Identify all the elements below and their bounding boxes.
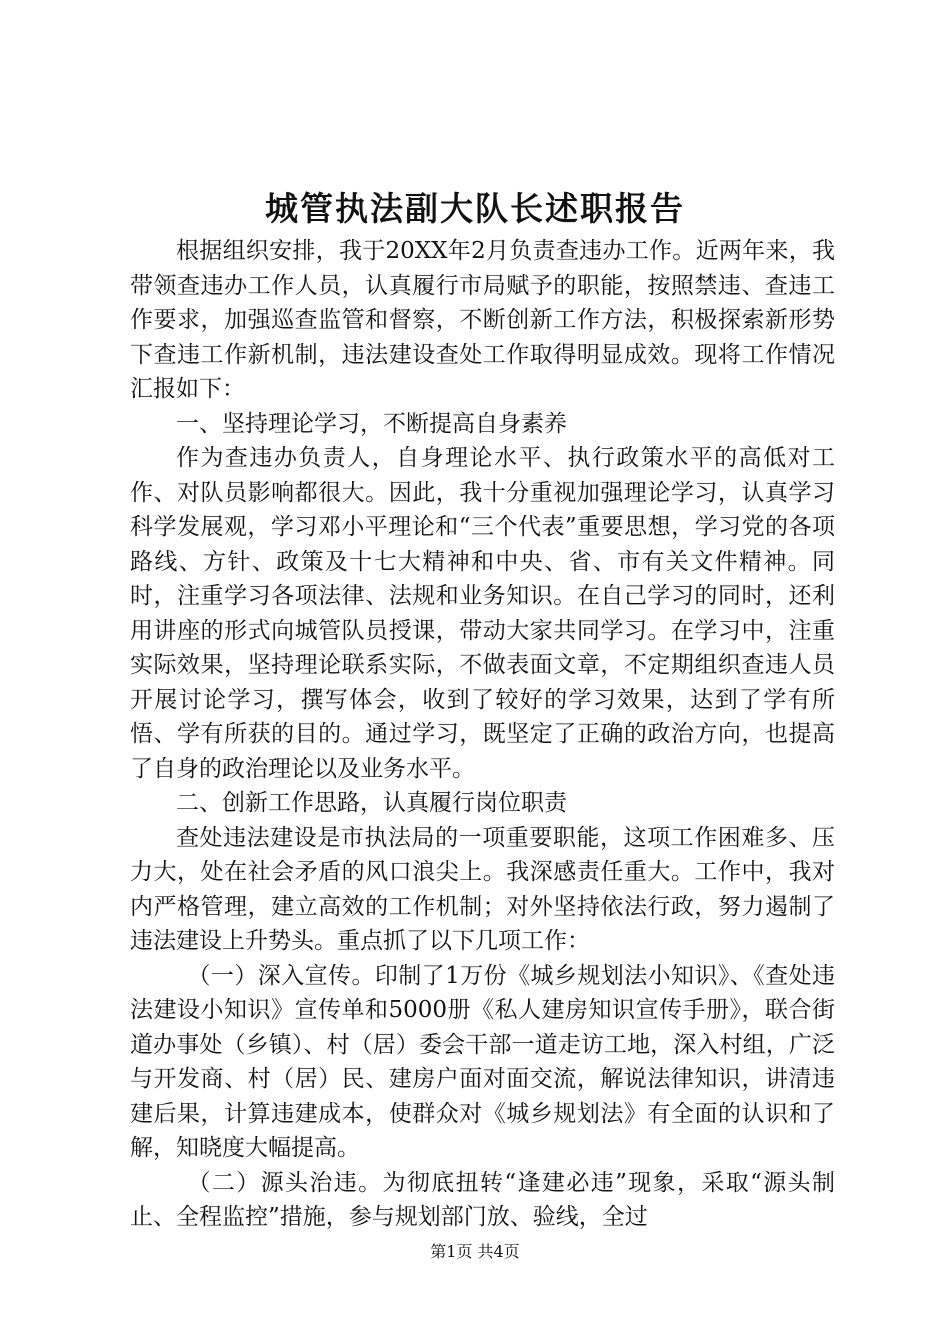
document-body [130, 234, 835, 1235]
document-title: 城管执法副大队长述职报告 [265, 189, 685, 228]
paragraph-item-2: （二）源头治违。为彻底扭转“逢建必违”现象，采取“源头制止、全程监控”措施，参与规划部门放、验线，全过 [130, 1169, 835, 1230]
paragraph-section-1: 作为查违办负责人，自身理论水平、执行政策水平的高低对工作、对队员影响都很大。因此，我十分重视加强理论学习，认真学习科学发展观，学习邓小平理论和“三个代表”重要思想，学习党的各项路线、方针、政策及十七大精神和中央、省、市有关文件精神。同时，注重学习各项法律、法规和业务知识。在自己学习的同时，还利用讲座的形式向城管队员授课，带动大家共同学习。在学习中，注重实际效果，坚持理论联系实际，不做表面文章，不定期组织查违人员开展讨论学习，撰写体会，收到了较好的学习效果，达到了学有所悟、学有所获的目的。通过学习，既坚定了正确的政治方向，也提高了自身的政治理论以及业务水平。 [130, 445, 835, 782]
section-heading-2: 二、创新工作思路，认真履行岗位职责 [176, 790, 567, 816]
paragraph-section-2: 查处违法建设是市执法局的一项重要职能，这项工作困难多、压力大，处在社会矛盾的风口浪尖上。我深感责任重大。工作中，我对内严格管理，建立高效的工作机制；对外坚持依法行政，努力遏制了违法建设上升势头。重点抓了以下几项工作： [130, 824, 835, 954]
paragraph-intro: 根据组织安排，我于20XX年2月负责查违办工作。近两年来，我带领查违办工作人员，认真履行市局赋予的职能，按照禁违、查违工作要求，加强巡查监管和督察，不断创新工作方法，积极探索新形势下查违工作新机制，违法建设查处工作取得明显成效。现将工作情况汇报如下： [130, 238, 835, 402]
section-heading-1: 一、坚持理论学习，不断提高自身素养 [176, 410, 567, 437]
page-footer: 第1页 共4页 [430, 1242, 520, 1261]
paragraph-item-1: （一）深入宣传。印制了1万份《城乡规划法小知识》、《查处违法建设小知识》宣传单和5000册《私人建房知识宣传手册》，联合街道办事处（乡镇）、村（居）委会干部一道走访工地，深入村组，广泛与开发商、村（居）民、建房户面对面交流，解说法律知识，讲清违建后果，计算违建成本，使群众对《城乡规划法》有全面的认识和了解，知晓度大幅提高。 [130, 962, 835, 1161]
